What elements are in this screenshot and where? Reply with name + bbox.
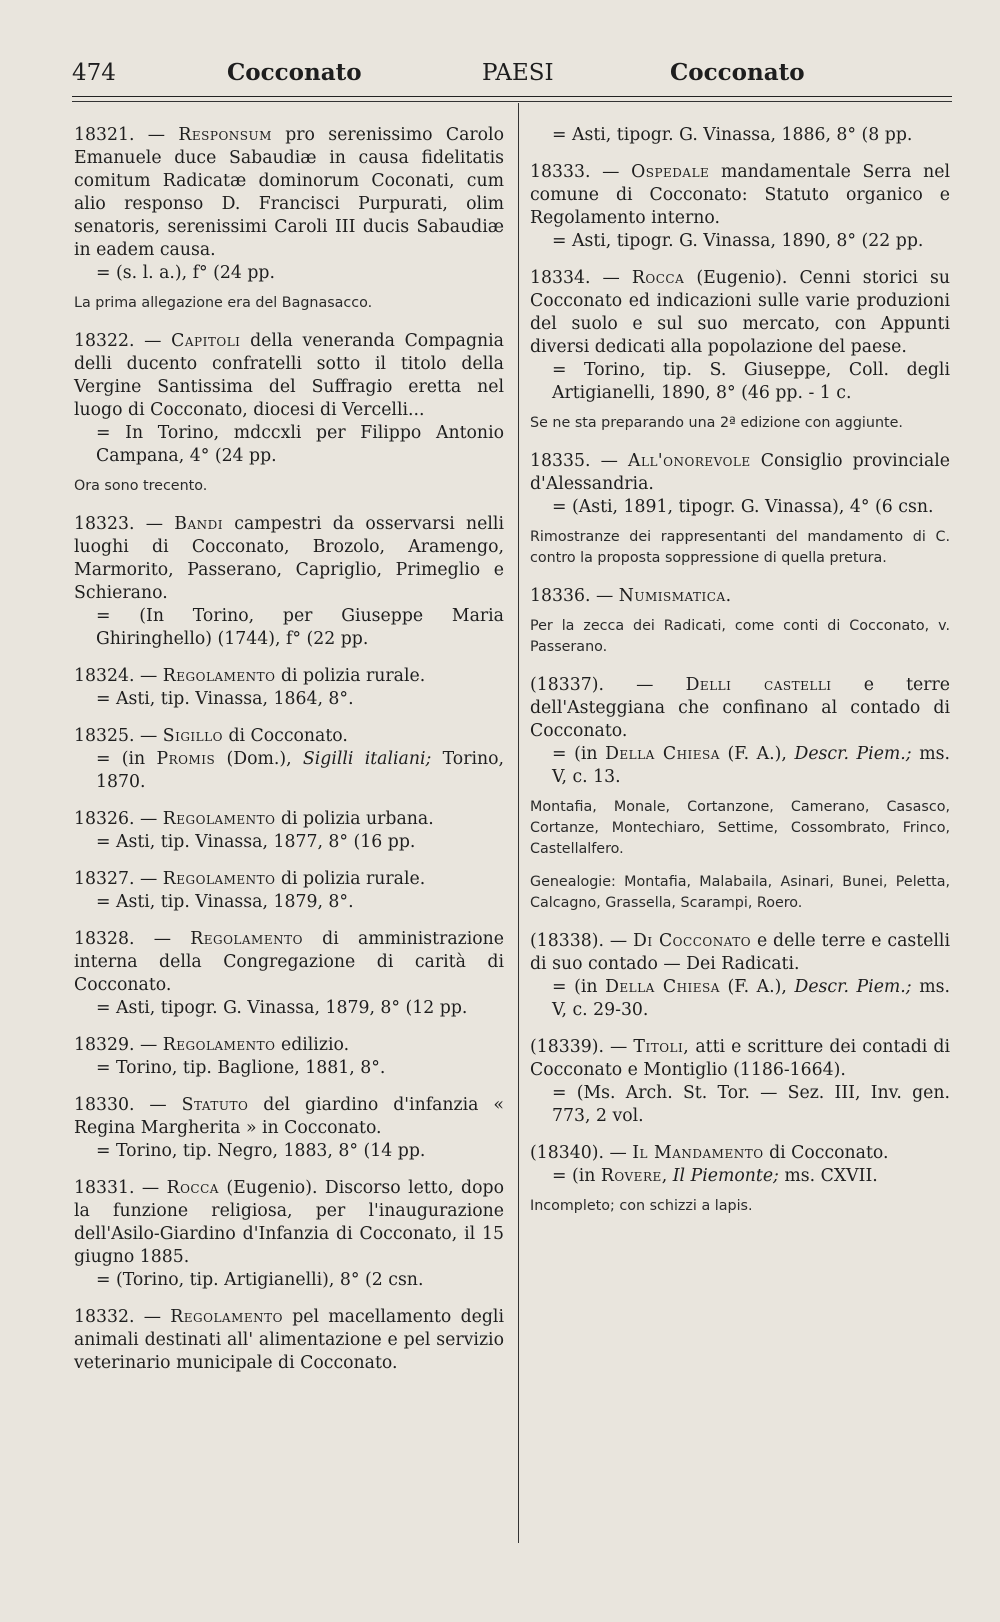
entry-imprint: = Torino, tip. S. Giuseppe, Coll. degli Artigianelli, 1890, 8° (46 pp. - 1 c. [552, 360, 950, 403]
entry-text: pro serenissimo Carolo Emanuele duce Sabaudiæ in causa fidelitatis comitum Radicatæ dominorum Coconati, cum alio responso D. Francisci Purpurati, olim senatoris, serenissimi Caroli III ducis Sabaudiæ in eadem causa. [74, 125, 504, 260]
entry-text: edilizio. [280, 1035, 350, 1055]
header-rule [72, 96, 952, 97]
entry-18326: 18326. — Regolamento di polizia urbana. = Asti, tip. Vinassa, 1877, 8° (16 pp. [74, 808, 504, 854]
entry-heading: Statuto [181, 1095, 249, 1115]
entry-note: Per la zecca dei Radicati, come conti di Cocconato, v. Passerano. [530, 618, 950, 655]
right-column [530, 124, 950, 1233]
entry-text: di polizia urbana. [280, 809, 434, 829]
entry-number: 18331. [74, 1178, 135, 1198]
entry-note: Incompleto; con schizzi a lapis. [530, 1198, 753, 1214]
entry-number: 18326. [74, 809, 135, 829]
entry-note: La prima allegazione era del Bagnasacco. [74, 295, 373, 311]
entry-text: mandamentale Serra nel comune di Cocconato: Statuto organico e Regolamento interno. [530, 162, 950, 228]
entry-heading: Regolamento [190, 929, 303, 949]
entry-number: (18340). [530, 1143, 604, 1163]
entry-18329: 18329. — Regolamento edilizio. = Torino, tip. Baglione, 1881, 8°. [74, 1034, 504, 1080]
page-header [72, 58, 952, 94]
entry-number: 18323. [74, 514, 135, 534]
entry-number: (18337). [530, 675, 604, 695]
entry-18340: (18340). — Il Mandamento di Cocconato. = (in Rovere, Il Piemonte; ms. CXVII. [530, 1142, 950, 1188]
entry-imprint: = Asti, tip. Vinassa, 1864, 8°. [96, 689, 354, 709]
entry-imprint: = (Ms. Arch. St. Tor. — Sez. III, Inv. gen. 773, 2 vol. [552, 1083, 950, 1126]
entry-imprint: = Torino, tip. Negro, 1883, 8° (14 pp. [96, 1141, 426, 1161]
entry-number: 18334. [530, 268, 591, 288]
entry-imprint: = (in Promis (Dom.), Sigilli italiani; Torino, 1870. [96, 749, 505, 792]
entry-heading: Numismatica. [618, 586, 732, 606]
entry-number: 18321. [74, 125, 135, 145]
entry-imprint: = (in Rovere, Il Piemonte; ms. CXVII. [552, 1166, 878, 1186]
column-divider [518, 103, 519, 1543]
entry-imprint: = Asti, tipogr. G. Vinassa, 1879, 8° (12 pp. [96, 998, 468, 1018]
entry-heading: Sigillo [162, 726, 223, 746]
entry-18333: 18333. — Ospedale mandamentale Serra nel comune di Cocconato: Statuto organico e Regolamento interno. = Asti, tipogr. G. Vinassa, 1890, 8° (22 pp. [530, 162, 950, 251]
running-title-center: PAESI [482, 60, 554, 86]
entry-number: 18322. [74, 331, 135, 351]
entry-18335: 18335. — All'onorevole Consiglio provinciale d'Alessandria. = (Asti, 1891, tipogr. G. Vinassa), 4° (6 csn. [530, 451, 950, 517]
entry-note: Montafia, Monale, Cortanzone, Camerano, Casasco, Cortanze, Montechiaro, Settime, Cossombrato, Frinco, Castellalfero. [530, 799, 950, 857]
entry-heading: Di Cocconato [632, 931, 752, 951]
entry-text: Consiglio provinciale d'Alessandria. [530, 451, 950, 494]
entry-18331: 18331. — Rocca (Eugenio). Discorso letto, dopo la funzione religiosa, per l'inaugurazione dell'Asilo-Giardino d'Infanzia di Cocconato, il 15 giugno 1885. = (Torino, tip. Artigianelli), 8° (2 csn. [74, 1178, 504, 1290]
entry-18327: 18327. — Regolamento di polizia rurale. = Asti, tip. Vinassa, 1879, 8°. [74, 868, 504, 914]
entry-18332: 18332. — Regolamento pel macellamento degli animali destinati all' alimentazione e pel servizio veterinario municipale di Cocconato. [74, 1307, 504, 1373]
entry-imprint: = Asti, tipogr. G. Vinassa, 1890, 8° (22 pp. [552, 231, 924, 251]
entry-imprint: = (Asti, 1891, tipogr. G. Vinassa), 4° (6 csn. [552, 497, 934, 517]
entry-heading: Delli castelli [685, 675, 832, 695]
entry-heading: All'onorevole [628, 451, 751, 471]
entry-18339: (18339). — Titoli, atti e scritture dei contadi di Cocconato e Montiglio (1186-1664). = (Ms. Arch. St. Tor. — Sez. III, Inv. gen. 773, 2 vol. [530, 1037, 950, 1126]
entry-18322: 18322. — Capitoli della veneranda Compagnia delli ducento confratelli sotto il titolo della Vergine Santissima del Suffragio eretta nel luogo di Cocconato, diocesi di Vercelli... = In Torino, mdccxli per Filippo Antonio Campana, 4° (24 pp. [74, 331, 504, 466]
entry-text: atti e scritture dei contadi di Cocconato e Montiglio (1186-1664). [530, 1037, 950, 1080]
entry-number: (18338). [530, 931, 604, 951]
entry-number: 18329. [74, 1035, 135, 1055]
entry-18325: 18325. — Sigillo di Cocconato. = (in Promis (Dom.), Sigilli italiani; Torino, 1870. [74, 726, 505, 792]
entry-18328: 18328. — Regolamento di amministrazione interna della Congregazione di carità di Cocconato. = Asti, tipogr. G. Vinassa, 1879, 8° (12 pp. [74, 929, 505, 1018]
entry-number: 18328. [74, 929, 135, 949]
entry-text: e delle terre e castelli di suo contado — Dei Radicati. [530, 931, 950, 974]
entry-18321: 18321. — Responsum pro serenissimo Carolo Emanuele duce Sabaudiæ in causa fidelitatis comitum Radicatæ dominorum Coconati, cum alio responso D. Francisci Purpurati, olim senatoris, serenissimi Caroli III ducis Sabaudiæ in eadem causa. = (s. l. a.), f° (24 pp. [74, 125, 504, 283]
entry-heading: Il Mandamento [632, 1143, 764, 1163]
entry-number: 18336. [530, 586, 591, 606]
entry-18334: 18334. — Rocca (Eugenio). Cenni storici su Cocconato ed indicazioni sulle varie produzioni del suolo e sul suo mercato, con Appunti diversi dedicati alla popolazione del paese. = Torino, tip. S. Giuseppe, Coll. degli Artigianelli, 1890, 8° (46 pp. - 1 c. [530, 268, 951, 403]
entry-note-genealogy: Genealogie: Montafia, Malabaila, Asinari, Bunei, Peletta, Calcagno, Grassella, Scarampi, Roero. [530, 874, 950, 911]
entry-text: e terre dell'Asteggiana che confinano al contado di Cocconato. [530, 675, 951, 741]
entry-imprint: = Torino, tip. Baglione, 1881, 8°. [96, 1058, 386, 1078]
entry-note: Se ne sta preparando una 2ª edizione con aggiunte. [530, 415, 903, 431]
entry-text: campestri da osservarsi nelli luoghi di Cocconato, Brozolo, Aramengo, Marmorito, Passerano, Capriglio, Primeglio e Schierano. [74, 514, 504, 603]
entry-number: 18325. [74, 726, 135, 746]
entry-heading: Regolamento [170, 1307, 283, 1327]
header-rule-thin [72, 101, 952, 102]
entry-heading: Ospedale [631, 162, 710, 182]
entry-imprint: = Asti, tipogr. G. Vinassa, 1886, 8° (8 pp. [552, 125, 913, 145]
entry-18324: 18324. — Regolamento di polizia rurale. = Asti, tip. Vinassa, 1864, 8°. [74, 665, 504, 711]
entry-number: 18335. [530, 451, 591, 471]
entry-number: 18324. [74, 666, 135, 686]
entry-18336: 18336. — Numismatica. [530, 586, 732, 606]
entry-note: Ora sono trecento. [74, 478, 208, 494]
entry-18330: 18330. — Statuto del giardino d'infanzia « Regina Margherita » in Cocconato. = Torino, tip. Negro, 1883, 8° (14 pp. [74, 1095, 504, 1161]
left-column [74, 124, 504, 1389]
entry-number: 18330. [74, 1095, 135, 1115]
entry-text: di Cocconato. [228, 726, 348, 746]
entry-18323: 18323. — Bandi campestri da osservarsi nelli luoghi di Cocconato, Brozolo, Aramengo, Marmorito, Passerano, Capriglio, Primeglio e Schierano. = (In Torino, per Giuseppe Maria Ghiringhello) (1744), f° (22 pp. [74, 514, 504, 649]
entry-text: di amministrazione interna della Congregazione di carità di Cocconato. [74, 929, 505, 995]
entry-imprint: = In Torino, mdccxli per Filippo Antonio Campana, 4° (24 pp. [96, 423, 504, 466]
entry-heading: Regolamento [162, 666, 276, 686]
entry-imprint: = Asti, tip. Vinassa, 1879, 8°. [96, 892, 354, 912]
entry-heading: Rocca [166, 1178, 219, 1198]
running-title-right: Cocconato [670, 59, 805, 86]
entry-heading: Regolamento [162, 869, 276, 889]
entry-18337: (18337). — Delli castelli e terre dell'Asteggiana che confinano al contado di Cocconato. = (in Della Chiesa (F. A.), Descr. Piem.; ms. V, c. 13. [530, 675, 951, 787]
entry-18332-continued [530, 124, 950, 147]
entry-text: pel macellamento degli animali destinati all' alimentazione e pel servizio veterinario municipale di Cocconato. [74, 1307, 504, 1373]
entry-heading: Rocca [631, 268, 685, 288]
entry-text: (Eugenio). Discorso letto, dopo la funzione religiosa, per l'inaugurazione dell'Asilo-Giardino d'Infanzia di Cocconato, il 15 giugno 1885. [74, 1178, 504, 1267]
entry-text: del giardino d'infanzia « Regina Margherita » in Cocconato. [74, 1095, 504, 1138]
entry-text: della veneranda Compagnia delli ducento confratelli sotto il titolo della Vergine Santissima del Suffragio eretta nel luogo di Cocconato, diocesi di Vercelli... [74, 331, 504, 420]
entry-heading: Bandi [174, 514, 224, 534]
entry-imprint: = (in Della Chiesa (F. A.), Descr. Piem.; ms. V, c. 29-30. [552, 977, 950, 1020]
entry-number: (18339). [530, 1037, 604, 1057]
running-title-left: Cocconato [227, 59, 362, 86]
entry-imprint: = (s. l. a.), f° (24 pp. [96, 263, 275, 283]
entry-18338: (18338). — Di Cocconato e delle terre e castelli di suo contado — Dei Radicati. = (in Della Chiesa (F. A.), Descr. Piem.; ms. V, c. 29-30. [530, 931, 950, 1020]
entry-heading: Regolamento [162, 809, 276, 829]
entry-heading: Titoli, [633, 1037, 690, 1057]
entry-text: di Cocconato. [769, 1143, 889, 1163]
entry-text: di polizia rurale. [280, 869, 426, 889]
entry-imprint: = (in Della Chiesa (F. A.), Descr. Piem.; ms. V, c. 13. [552, 744, 950, 787]
entry-number: 18333. [530, 162, 591, 182]
entry-imprint: = Asti, tip. Vinassa, 1877, 8° (16 pp. [96, 832, 416, 852]
entry-number: 18332. [74, 1307, 135, 1327]
entry-heading: Capitoli [171, 331, 241, 351]
entry-text: (Eugenio). Cenni storici su Cocconato ed indicazioni sulle varie produzioni del suolo e sul suo mercato, con Appunti diversi dedicati alla popolazione del paese. [530, 268, 951, 357]
entry-heading: Responsum [178, 125, 272, 145]
entry-number: 18327. [74, 869, 135, 889]
entry-imprint: = (Torino, tip. Artigianelli), 8° (2 csn. [96, 1270, 424, 1290]
entry-heading: Regolamento [162, 1035, 276, 1055]
entry-imprint: = (In Torino, per Giuseppe Maria Ghiringhello) (1744), f° (22 pp. [96, 606, 504, 649]
page-number: 474 [72, 60, 116, 86]
entry-note: Rimostranze dei rappresentanti del mandamento di C. contro la proposta soppressione di quella pretura. [530, 529, 950, 566]
entry-text: di polizia rurale. [280, 666, 426, 686]
